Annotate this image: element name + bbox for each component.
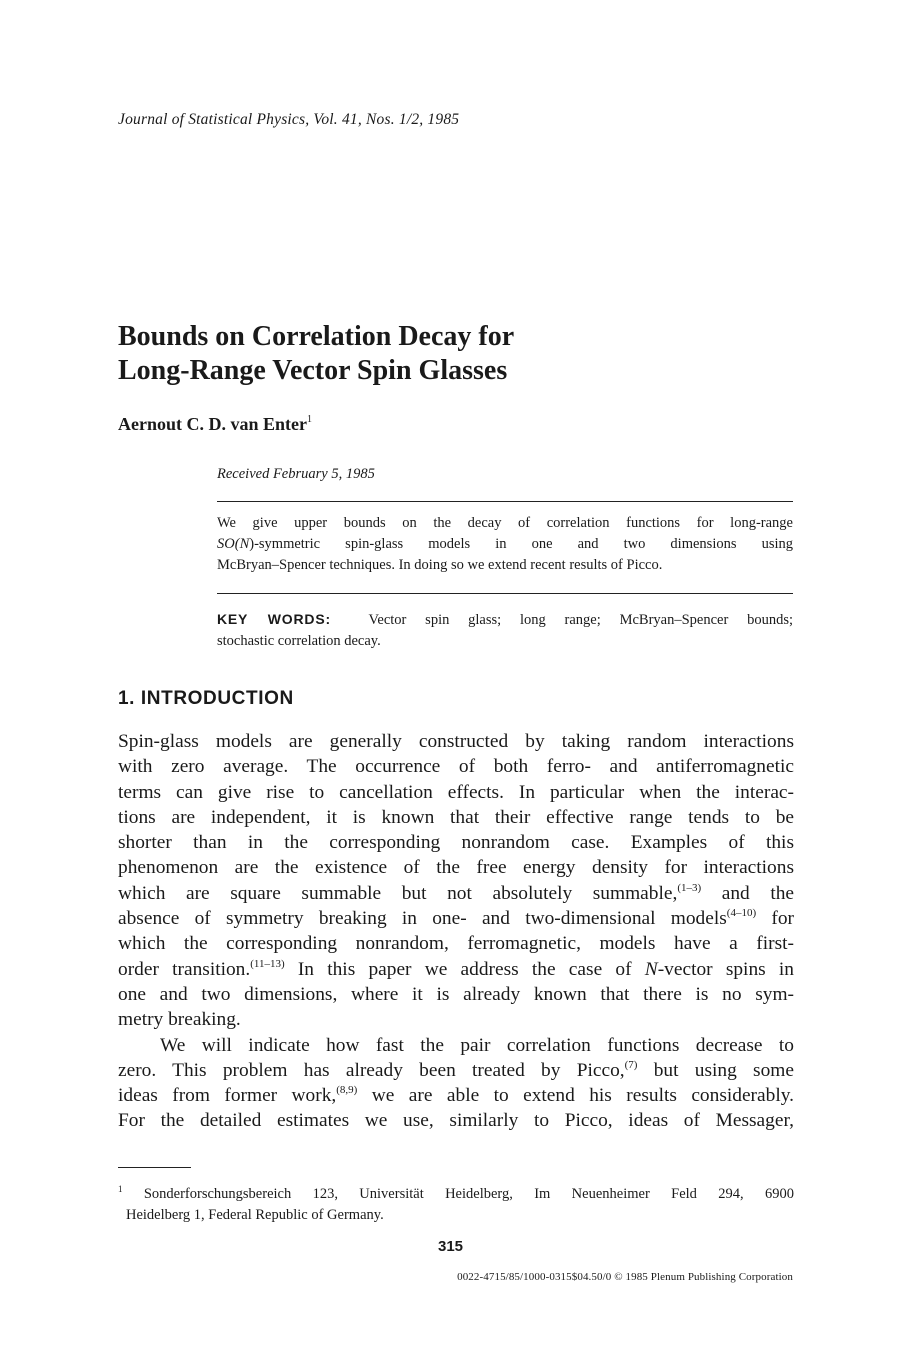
body-paragraphs [118,729,794,1134]
page-number: 315 [437,1238,464,1255]
keywords [217,609,793,652]
citation-ref: (8,9) [336,1084,358,1097]
citation-ref: (11–13) [250,957,285,970]
body-line [118,1058,794,1083]
body-line: terms can give rise to cancellation effects. In particular when the interac- [118,781,794,803]
journal-citation: Journal of Statistical Physics, Vol. 41, Nos. 1/2, 1985 [118,111,460,128]
body-line [118,1083,794,1108]
abstract [217,513,793,576]
body-line [118,881,794,906]
keywords-label: KEY WORDS: [217,611,331,627]
author-name [118,414,312,435]
body-line: which the corresponding nonrandom, ferromagnetic, models have a first- [118,933,794,955]
body-line: phenomenon are the existence of the free energy density for interactions [118,857,794,879]
abstract-bottom-rule [217,593,793,594]
citation-ref: (4–10) [726,907,757,920]
received-date: Received February 5, 1985 [217,466,375,482]
body-line [118,957,794,982]
abstract-line: We give upper bounds on the decay of correlation functions for long-range [217,515,793,531]
body-text: but using some [637,1059,794,1081]
keywords-line [217,609,793,631]
abstract-text: )-symmetric spin-glass models in one and two dimensions using [249,536,793,552]
title-line: Long-Range Vector Spin Glasses [118,355,508,386]
body-line: We will indicate how fast the pair correlation functions decrease to [160,1034,794,1056]
body-line: Spin-glass models are generally constructed by taking random interactions [118,731,794,752]
body-text: which are square summable but not absolutely summable, [118,882,678,904]
author-text: Aernout C. D. van Enter [118,414,307,434]
body-line [118,906,794,931]
body-text: In this paper we address the case of [284,958,645,980]
footnote-line [118,1184,794,1205]
title-line: Bounds on Correlation Decay for [118,321,515,352]
footnote-text: Sonderforschungsbereich 123, Universität Heidelberg, Im Neuenheimer Feld 294, 6900 [122,1186,794,1202]
footnote-mark: 1 [118,1184,123,1194]
body-text: we are able to extend his results considerably. [357,1085,794,1107]
abstract-line: McBryan–Spencer techniques. In doing so we extend recent results of Picco. [217,557,663,573]
keywords-line: stochastic correlation decay. [217,633,381,649]
footnote [118,1184,794,1226]
body-text: ideas from former work, [118,1085,337,1107]
body-line: with zero average. The occurrence of both ferro- and antiferromagnetic [118,756,794,778]
copyright-line: 0022-4715/85/1000-0315$04.50/0 © 1985 Plenum Publishing Corporation [457,1271,793,1283]
abstract-line [217,534,793,555]
body-text: zero. This problem has already been treated by Picco, [118,1059,625,1081]
footnote-rule [118,1167,191,1168]
author-footnote-mark: 1 [307,414,312,425]
body-line: shorter than in the corresponding nonrandom case. Examples of this [118,832,794,854]
section-heading: 1. INTRODUCTION [118,688,294,709]
abstract-math-var: N [239,536,250,552]
body-text: absence of symmetry breaking in one- and two-dimensional models [118,908,727,930]
citation-ref: (7) [624,1058,638,1071]
math-var: N [644,958,658,980]
body-text: for [756,908,794,930]
body-line: one and two dimensions, where it is already known that there is no sym- [118,983,794,1005]
abstract-math: SO( [217,536,240,552]
body-line: For the detailed estimates we use, similarly to Picco, ideas of Messager, [118,1110,794,1132]
citation-ref: (1–3) [677,881,702,894]
abstract-top-rule [217,501,793,502]
body-text: and the [701,882,795,904]
body-line: metry breaking. [118,1009,241,1031]
keywords-text: Vector spin glass; long range; McBryan–Spencer bounds; [368,612,794,628]
article-title [118,320,798,388]
body-text: -vector spins in [657,958,794,980]
body-line: tions are independent, it is known that their effective range tends to be [118,806,794,828]
body-text: order transition. [118,958,251,980]
footnote-line: Heidelberg 1, Federal Republic of Germany. [126,1207,384,1223]
